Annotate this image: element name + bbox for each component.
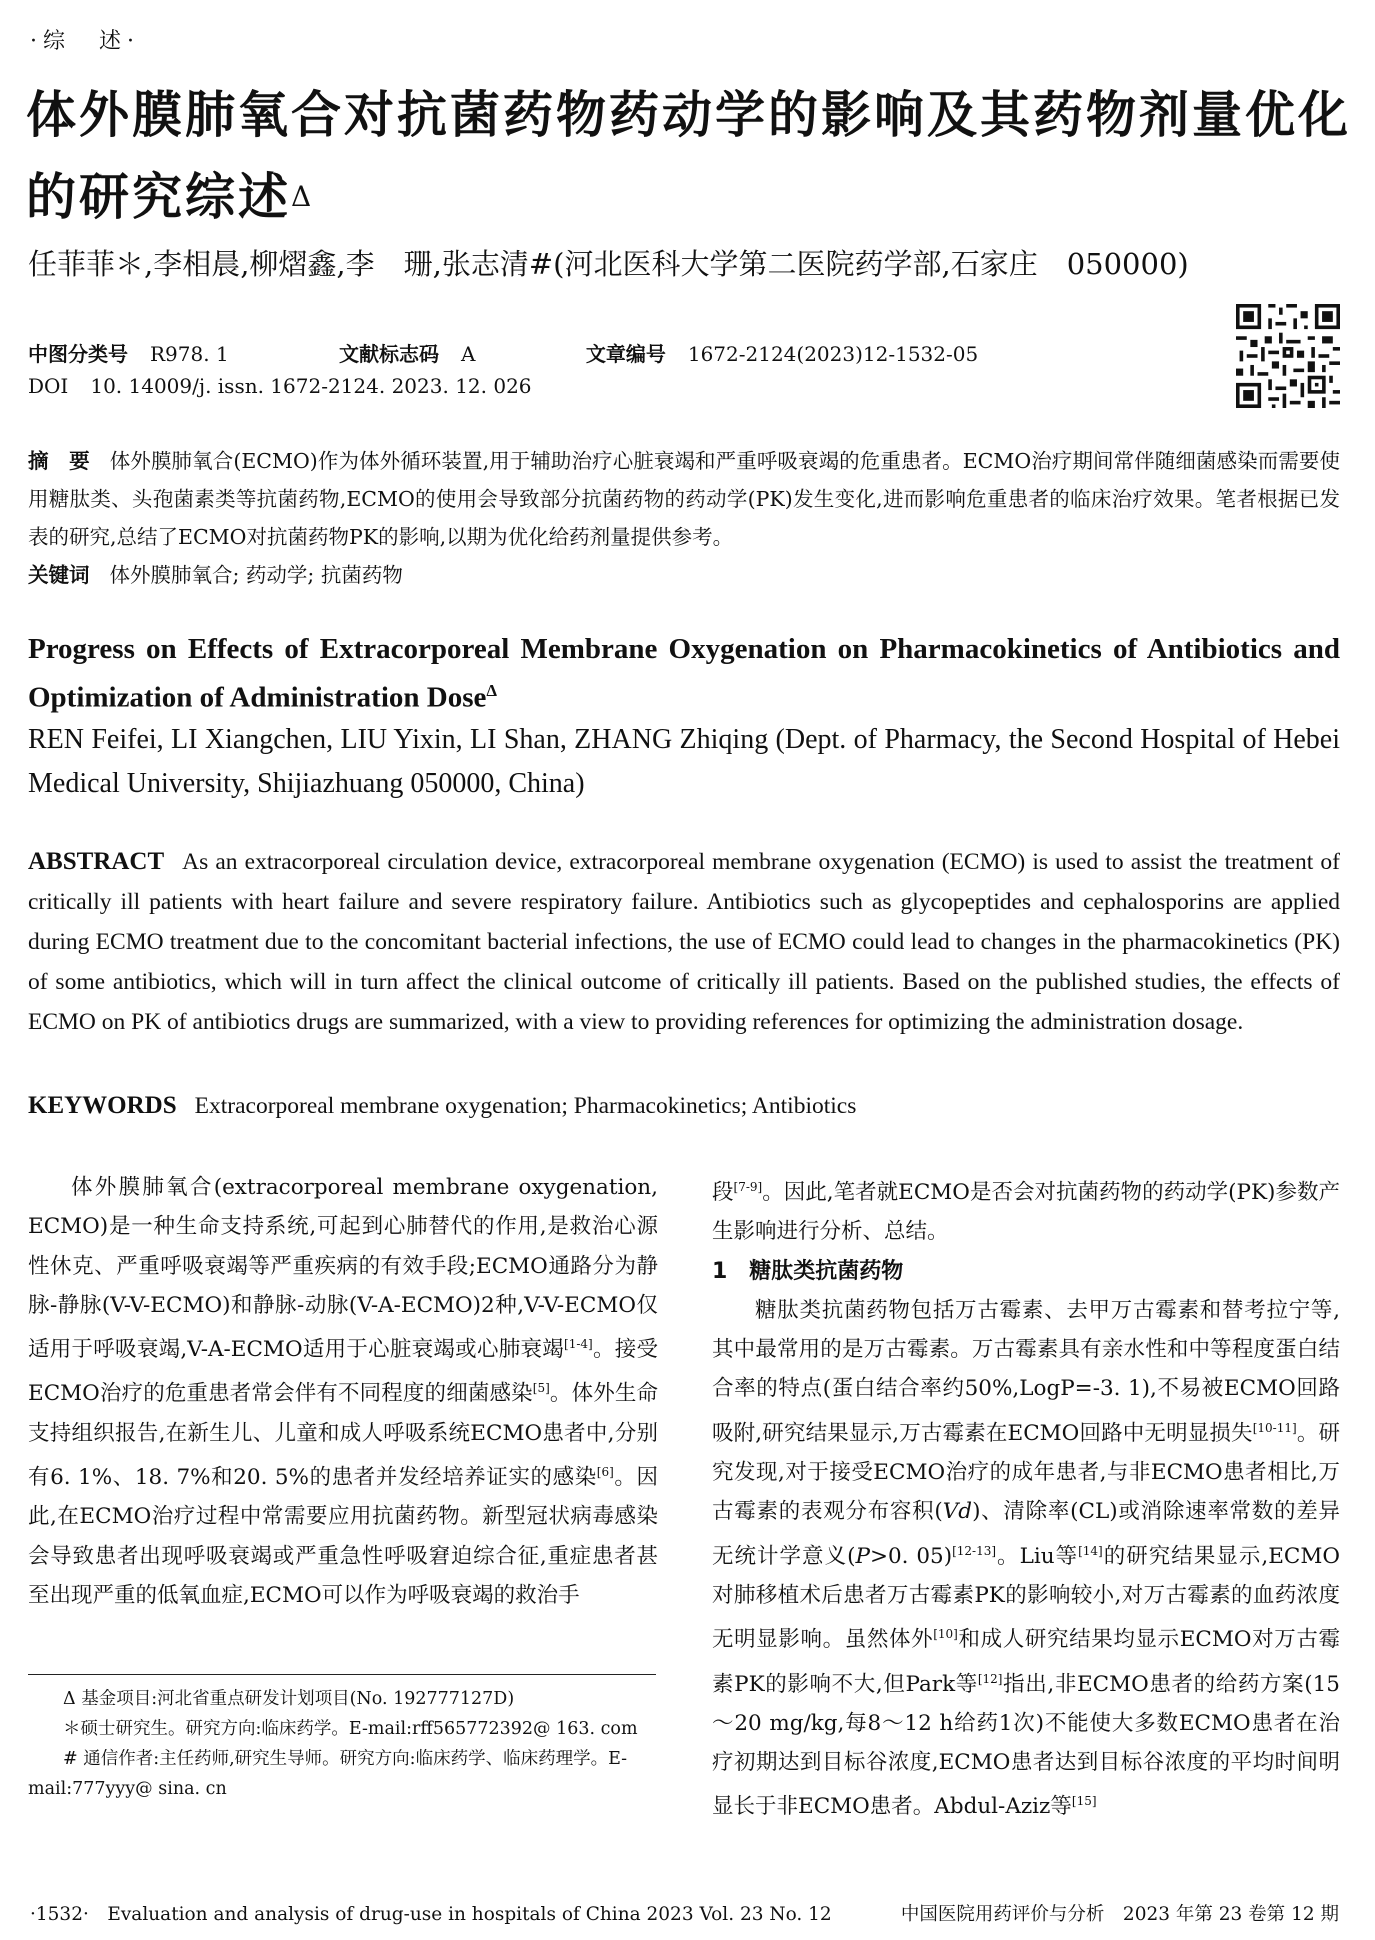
citation: [14] [1078,1543,1103,1558]
doi-value: 10. 14009/j. issn. 1672-2124. 2023. 12. 026 [90,374,532,398]
s8-text: 指出,非ECMO患者的给药方案(15～20 mg/kg,每8～12 h给药1次)不能使大多数ECMO患者在治疗初期达到目标谷浓度,ECMO患者达到目标谷浓度的平均时间明显长于非ECMO患者。Abdul-Aziz等 [712,1671,1340,1820]
cont-text-1: 段 [712,1180,734,1205]
intro-text-2: 。接受ECMO治疗的危重患者常会伴有不同程度的细菌感染 [28,1337,658,1407]
footnote-fund: Δ 基金项目:河北省重点研发计划项目(No. 192777127D) [63,1689,515,1709]
intro-text-1: 体外膜肺氧合(extracorporeal membrane oxygenation, ECMO)是一种生命支持系统,可起到心肺替代的作用,是救治心源性休克、严重呼吸衰竭等严重疾病的有效手段;ECMO通路分为静脉-静脉(V-V-ECMO)和静脉-动脉(V-A-ECMO)2种,V-V-ECMO仅适用于呼吸衰竭,V-A-ECMO适用于心脏衰竭或心肺衰竭 [28,1175,658,1363]
footnote-divider [28,1674,656,1675]
intro-text-4: 。因此,在ECMO治疗过程中常需要应用抗菌药物。新型冠状病毒感染会导致患者出现呼吸衰竭或严重急性呼吸窘迫综合征,重症患者甚至出现严重的低氧血症,ECMO可以作为呼吸衰竭的救治手 [28,1465,658,1608]
doi-label: DOI [28,374,69,398]
section-heading-1: 1 糖肽类抗菌药物 [712,1258,904,1284]
citation: [5] [532,1381,550,1396]
abstract-en-text: As an extracorporeal circulation device, extracorporeal membrane oxygenation (ECMO) is used to assist the treatment of critically ill patients with heart failure and severe respiratory failure. Antibiotics such as glycopeptides and cephalosporins are applied during ECMO treatment due to the concomitant bacterial infections, the use of ECMO could lead to changes in the pharmacokinetics (PK) of some antibiotics, which will in turn affect the clinical outcome of critically ill patients. Based on the published studies, the effects of ECMO on PK of antibiotics drugs are summarized, with a view to providing references for optimizing the administration dosage. [28,849,1340,1035]
doc-value: A [461,342,476,366]
footnote-corresponding: # 通信作者:主任药师,研究生导师。研究方向:临床药学、临床药理学。E-mail:777yyy@ sina. cn [28,1749,628,1799]
qr-code-icon [1236,304,1340,408]
authors-en: REN Feifei, LI Xiangchen, LIU Yixin, LI Shan, ZHANG Zhiqing (Dept. of Pharmacy, the Second Hospital of Hebei Medical University, Shijiazhuang 050000, China) [28,724,1340,799]
s6-text: 的研究结果显示,ECMO对肺移植术后患者万古霉素PK的影响较小,对万古霉素的血药浓度无明显影响。虽然体外 [712,1543,1340,1653]
abstract-cn-label: 摘 要 [28,449,90,473]
s3-text: )、清除率(CL)或消除速率常数的差异无统计学意义( [712,1499,1340,1569]
meta-line-2 [28,372,532,400]
abstract-en [28,842,1340,1042]
title-cn-mark: Δ [291,180,315,213]
s1-text: 糖肽类抗菌药物包括万古霉素、去甲万古霉素和替考拉宁等,其中最常用的是万古霉素。万古霉素具有亲水性和中等程度蛋白结合率的特点(蛋白结合率约50%,LogP=-3. 1),不易被ECMO回路吸附,研究结果显示,万古霉素在ECMO回路中无明显损失 [712,1297,1340,1446]
s7-text: 和成人研究结果均显示ECMO对万古霉素PK的影响不大,但Park等 [712,1627,1340,1697]
s4-text: >0. 05) [869,1543,953,1569]
citation: [15] [1071,1794,1097,1809]
keywords-cn-label: 关键词 [28,563,90,587]
body-column-left [28,1168,658,1615]
footnote-first-author: ＊硕士研究生。研究方向:临床药学。E-mail:rff565772392@ 163. com [63,1719,638,1739]
article-value: 1672-2124(2023)12-1532-05 [687,342,979,366]
footer-left: ·1532· Evaluation and analysis of drug-use in hospitals of China 2023 Vol. 23 No. 12 [30,1904,832,1925]
abstract-cn-text: 体外膜肺氧合(ECMO)作为体外循环装置,用于辅助治疗心脏衰竭和严重呼吸衰竭的危重患者。ECMO治疗期间常伴随细菌感染而需要使用糖肽类、头孢菌素类等抗菌药物,ECMO的使用会导致部分抗菌药物的药动学(PK)发生变化,进而影响危重患者的临床治疗效果。笔者根据已发表的研究,总结了ECMO对抗菌药物PK的影响,以期为优化给药剂量提供参考。 [28,449,1341,549]
keywords-en-text: Extracorporeal membrane oxygenation; Pharmacokinetics; Antibiotics [194,1093,857,1119]
title-en-text: Progress on Effects of Extracorporeal Membrane Oxygenation on Pharmacokinetics of Antibiotics and Optimization of Administration Dose [28,633,1340,714]
clc-value: R978. 1 [150,342,229,366]
s5-text: 。Liu等 [996,1543,1079,1569]
keywords-en-label: KEYWORDS [28,1092,177,1119]
citation: [10] [933,1627,958,1642]
citation: [1-4] [564,1337,593,1352]
s2-text: 。研究发现,对于接受ECMO治疗的成年患者,与非ECMO患者相比,万古霉素的表观分布容积( [712,1420,1340,1525]
title-en-mark: Δ [486,681,498,700]
citation: [12] [977,1671,1003,1686]
citation: [7-9] [733,1180,763,1194]
keywords-cn [28,556,403,594]
article-label: 文章编号 [585,342,666,366]
citation: [6] [596,1465,614,1480]
intro-continuation [712,1168,1340,1252]
title-cn-text: 体外膜肺氧合对抗菌药物药动学的影响及其药物剂量优化的研究综述 [26,85,1351,226]
citation: [12-13] [952,1543,997,1558]
keywords-cn-text: 体外膜肺氧合; 药动学; 抗菌药物 [109,563,403,587]
footnotes [28,1684,658,1804]
intro-paragraph [28,1168,658,1615]
clc-label: 中图分类号 [28,342,128,366]
keywords-en [28,1086,856,1126]
title-cn [26,74,1356,238]
title-en [28,628,1340,719]
footer-right: 中国医院用药评价与分析 2023 年第 23 卷第 12 期 [900,1904,1339,1925]
section-1-paragraph [712,1291,1340,1827]
meta-line-1 [28,340,978,368]
abstract-en-label: ABSTRACT [28,848,165,875]
authors-cn: 任菲菲＊,李相晨,柳熠鑫,李 珊,张志清#(河北医科大学第二医院药学部,石家庄 050000) [28,247,1189,281]
intro-text-3: 。体外生命支持组织报告,在新生儿、儿童和成人呼吸系统ECMO患者中,分别有6. 1%、18. 7%和20. 5%的患者并发经培养证实的感染 [28,1381,658,1491]
cont-text-2: 。因此,笔者就ECMO是否会对抗菌药物的药动学(PK)参数产生影响进行分析、总结。 [712,1180,1340,1245]
section-tag: ·综 述· [30,29,140,54]
p-symbol: P [855,1543,870,1569]
abstract-cn [28,442,1340,556]
body-column-right [712,1168,1340,1827]
vd-symbol: Vd [942,1499,973,1525]
citation: [10-11] [1252,1420,1297,1435]
doc-label: 文献标志码 [339,342,440,366]
